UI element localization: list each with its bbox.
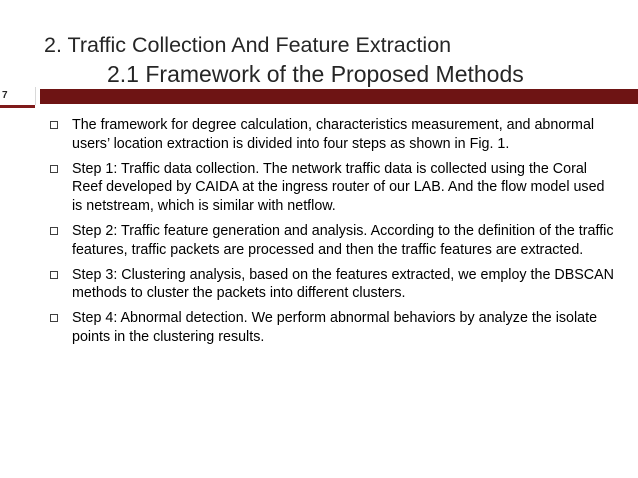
square-bullet-icon: [50, 314, 58, 322]
square-bullet-icon: [50, 121, 58, 129]
bullet-item-step-2: [46, 222, 618, 259]
bullet-item-step-4: [46, 309, 618, 346]
bullet-item-step-1: [46, 160, 618, 216]
square-bullet-icon: [50, 165, 58, 173]
slide-number-underline: [0, 105, 35, 108]
bullet-text: Step 4: Abnormal detection. We perform abnormal behaviors by analyze the isolate points in the clustering results.: [72, 310, 598, 345]
bullet-text: Step 1: Traffic data collection. The network traffic data is collected using the Coral Reef developed by CAIDA at the ingress router of our LAB. And the flow model used is netstream, which is similar with netflow.: [72, 160, 605, 214]
bullet-list: [46, 116, 618, 353]
bullet-item-framework: [46, 116, 618, 153]
slide-title: [44, 32, 624, 90]
square-bullet-icon: [50, 271, 58, 279]
slide-number: 7: [2, 90, 8, 101]
square-bullet-icon: [50, 227, 58, 235]
bullet-text: Step 3: Clustering analysis, based on the features extracted, we employ the DBSCAN methods to cluster the packets into different clusters.: [72, 266, 614, 302]
slide-subtitle: 2.1 Framework of the Proposed Methods: [107, 61, 524, 87]
bullet-text: Step 2: Traffic feature generation and analysis. According to the definition of the traffic features, traffic packets are processed and then the traffic features are extracted.: [72, 222, 614, 258]
slide-title-line-1: 2. Traffic Collection And Feature Extraction: [44, 33, 452, 57]
bullet-item-step-3: [46, 266, 618, 303]
bullet-text: The framework for degree calculation, characteristics measurement, and abnormal users’ location extraction is divided into four steps as shown in Fig. 1.: [72, 117, 595, 152]
title-accent-bar: [40, 89, 638, 104]
